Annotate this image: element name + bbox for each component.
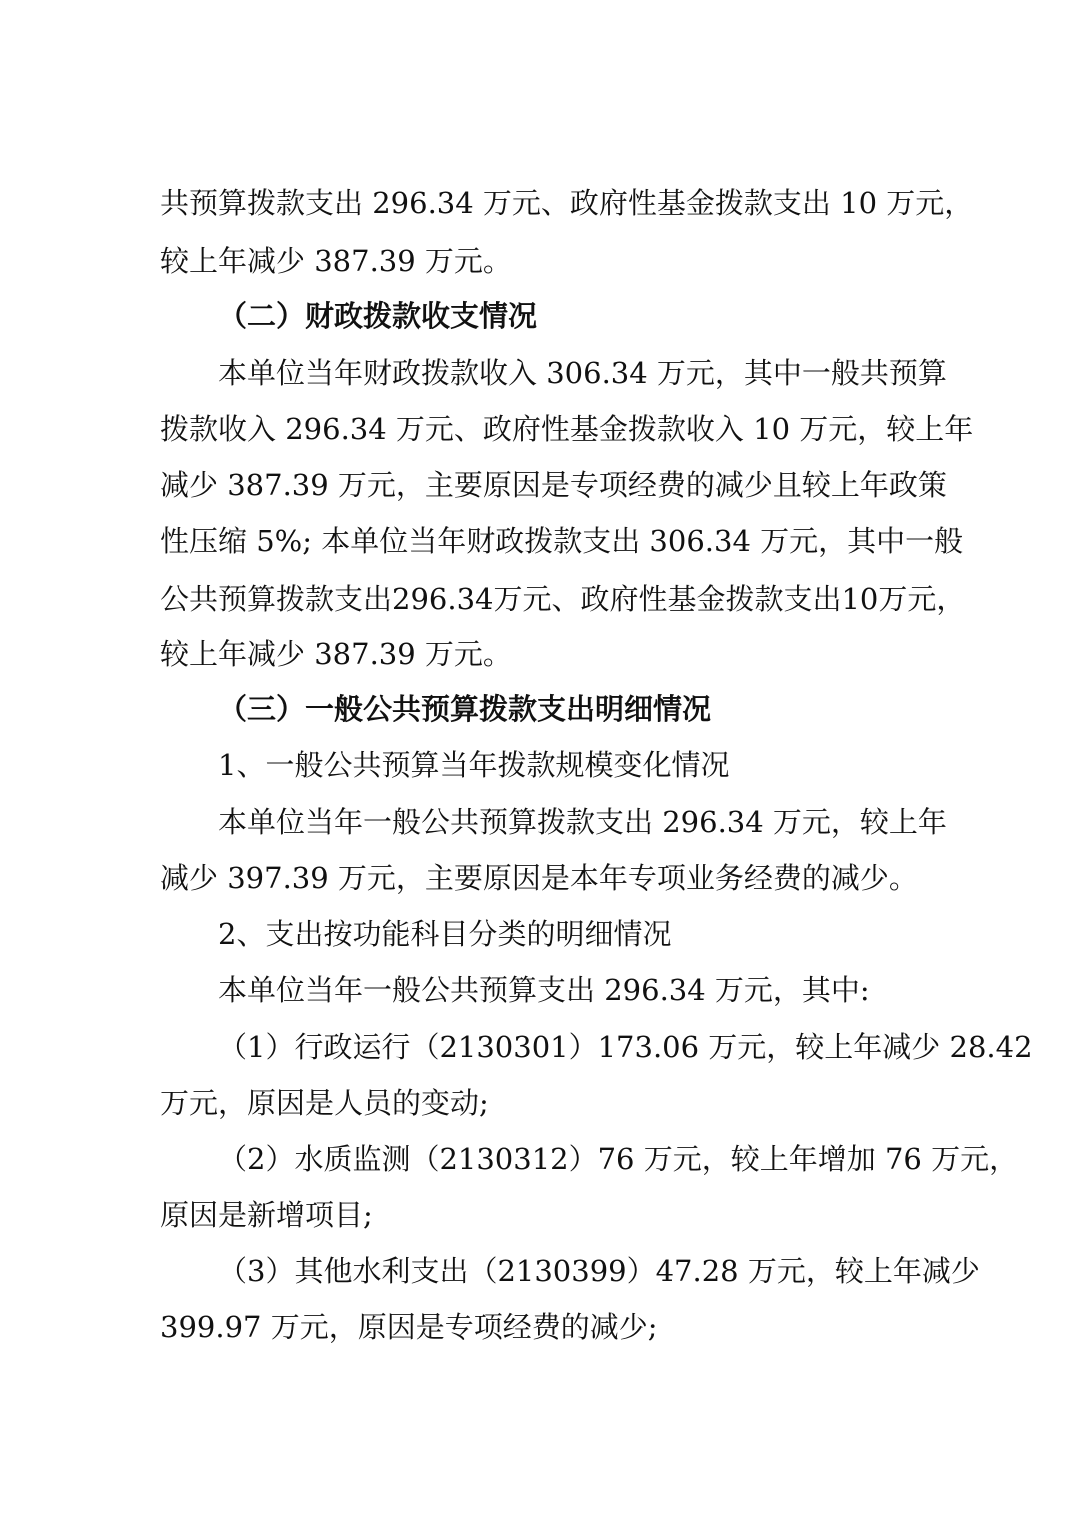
paragraph-line: 共预算拨款支出 296.34 万元、政府性基金拨款支出 10 万元，	[160, 186, 974, 220]
paragraph-line: 本单位当年一般公共预算拨款支出 296.34 万元，较上年	[218, 805, 947, 839]
list-item-line: 原因是新增项目;	[160, 1198, 373, 1232]
list-item-line: （2）水质监测（2130312）76 万元，较上年增加 76 万元，	[218, 1142, 1019, 1176]
paragraph-line: 公共预算拨款支出296.34万元、政府性基金拨款支出10万元，	[160, 582, 966, 616]
list-item-line: 万元，原因是人员的变动;	[160, 1086, 489, 1120]
section-heading: （二）财政拨款收支情况	[218, 299, 538, 333]
paragraph-line: 较上年减少 387.39 万元。	[160, 637, 512, 671]
paragraph-line: 减少 397.39 万元，主要原因是本年专项业务经费的减少。	[160, 861, 918, 895]
paragraph-line: 拨款收入 296.34 万元、政府性基金拨款收入 10 万元，较上年	[160, 412, 974, 446]
paragraph-line: 减少 387.39 万元，主要原因是专项经费的减少且较上年政策	[160, 468, 947, 502]
list-item-line: （1）行政运行（2130301）173.06 万元，较上年减少 28.42	[218, 1030, 1033, 1064]
paragraph-line: 本单位当年财政拨款收入 306.34 万元，其中一般共预算	[218, 356, 947, 390]
paragraph-line: 较上年减少 387.39 万元。	[160, 244, 512, 278]
subsection-heading: 2、支出按功能科目分类的明细情况	[218, 917, 672, 951]
paragraph-line: 本单位当年一般公共预算支出 296.34 万元，其中:	[218, 973, 870, 1007]
section-heading: （三）一般公共预算拨款支出明细情况	[218, 692, 712, 726]
subsection-heading: 1、一般公共预算当年拨款规模变化情况	[218, 748, 730, 782]
list-item-line: （3）其他水利支出（2130399）47.28 万元，较上年减少	[218, 1254, 980, 1288]
list-item-line: 399.97 万元，原因是专项经费的减少;	[160, 1310, 658, 1344]
paragraph-line: 性压缩 5%; 本单位当年财政拨款支出 306.34 万元，其中一般	[160, 524, 964, 558]
